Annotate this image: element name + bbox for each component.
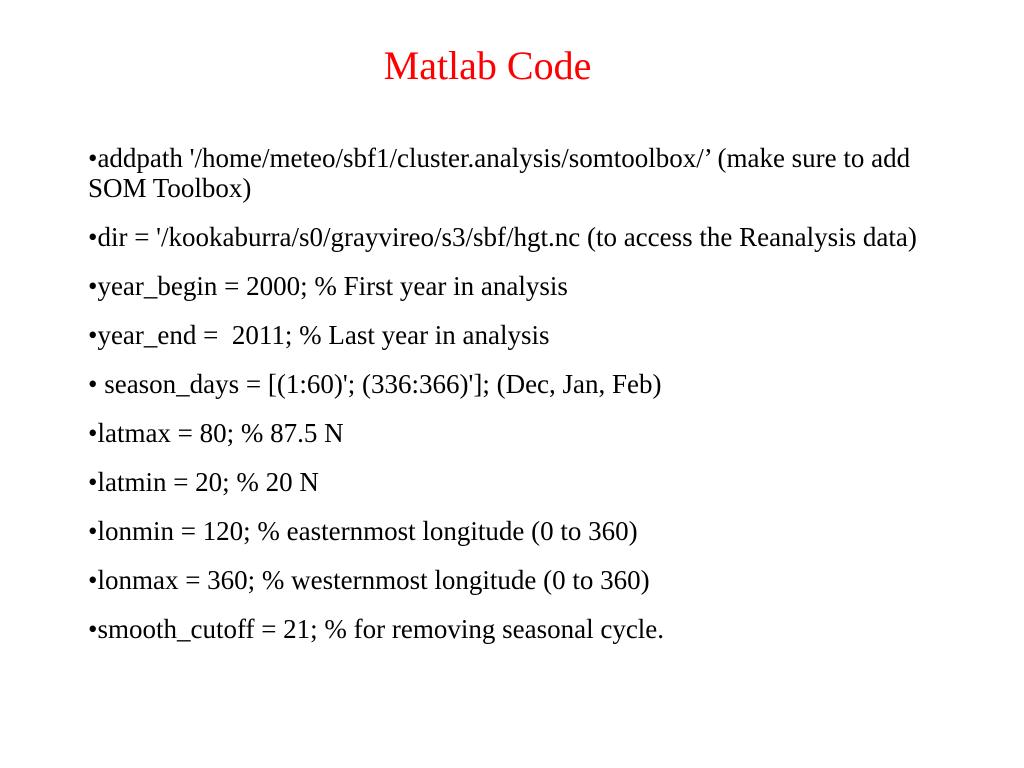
bullet-lonmax: •lonmax = 360; % westernmost longitude (0 to 360) bbox=[88, 565, 650, 595]
bullet-season-days: • season_days = [(1:60)'; (336:366)']; (Dec, Jan, Feb) bbox=[88, 369, 662, 399]
bullet-lonmin: •lonmin = 120; % easternmost longitude (0 to 360) bbox=[88, 516, 638, 546]
bullet-year-end: •year_end = 2011; % Last year in analysis bbox=[88, 320, 550, 350]
bullet-list bbox=[88, 143, 938, 663]
slide-title: Matlab Code bbox=[383, 43, 592, 88]
bullet-dir: •dir = '/kookaburra/s0/grayvireo/s3/sbf/hgt.nc (to access the Reanalysis data) bbox=[88, 222, 917, 252]
bullet-addpath: •addpath '/home/meteo/sbf1/cluster.analysis/somtoolbox/’ (make sure to add SOM Toolbox) bbox=[88, 143, 917, 203]
bullet-year-begin: •year_begin = 2000; % First year in analysis bbox=[88, 271, 568, 301]
bullet-latmax: •latmax = 80; % 87.5 N bbox=[88, 418, 344, 448]
bullet-smooth-cutoff: •smooth_cutoff = 21; % for removing seasonal cycle. bbox=[88, 614, 665, 644]
bullet-latmin: •latmin = 20; % 20 N bbox=[88, 467, 319, 497]
